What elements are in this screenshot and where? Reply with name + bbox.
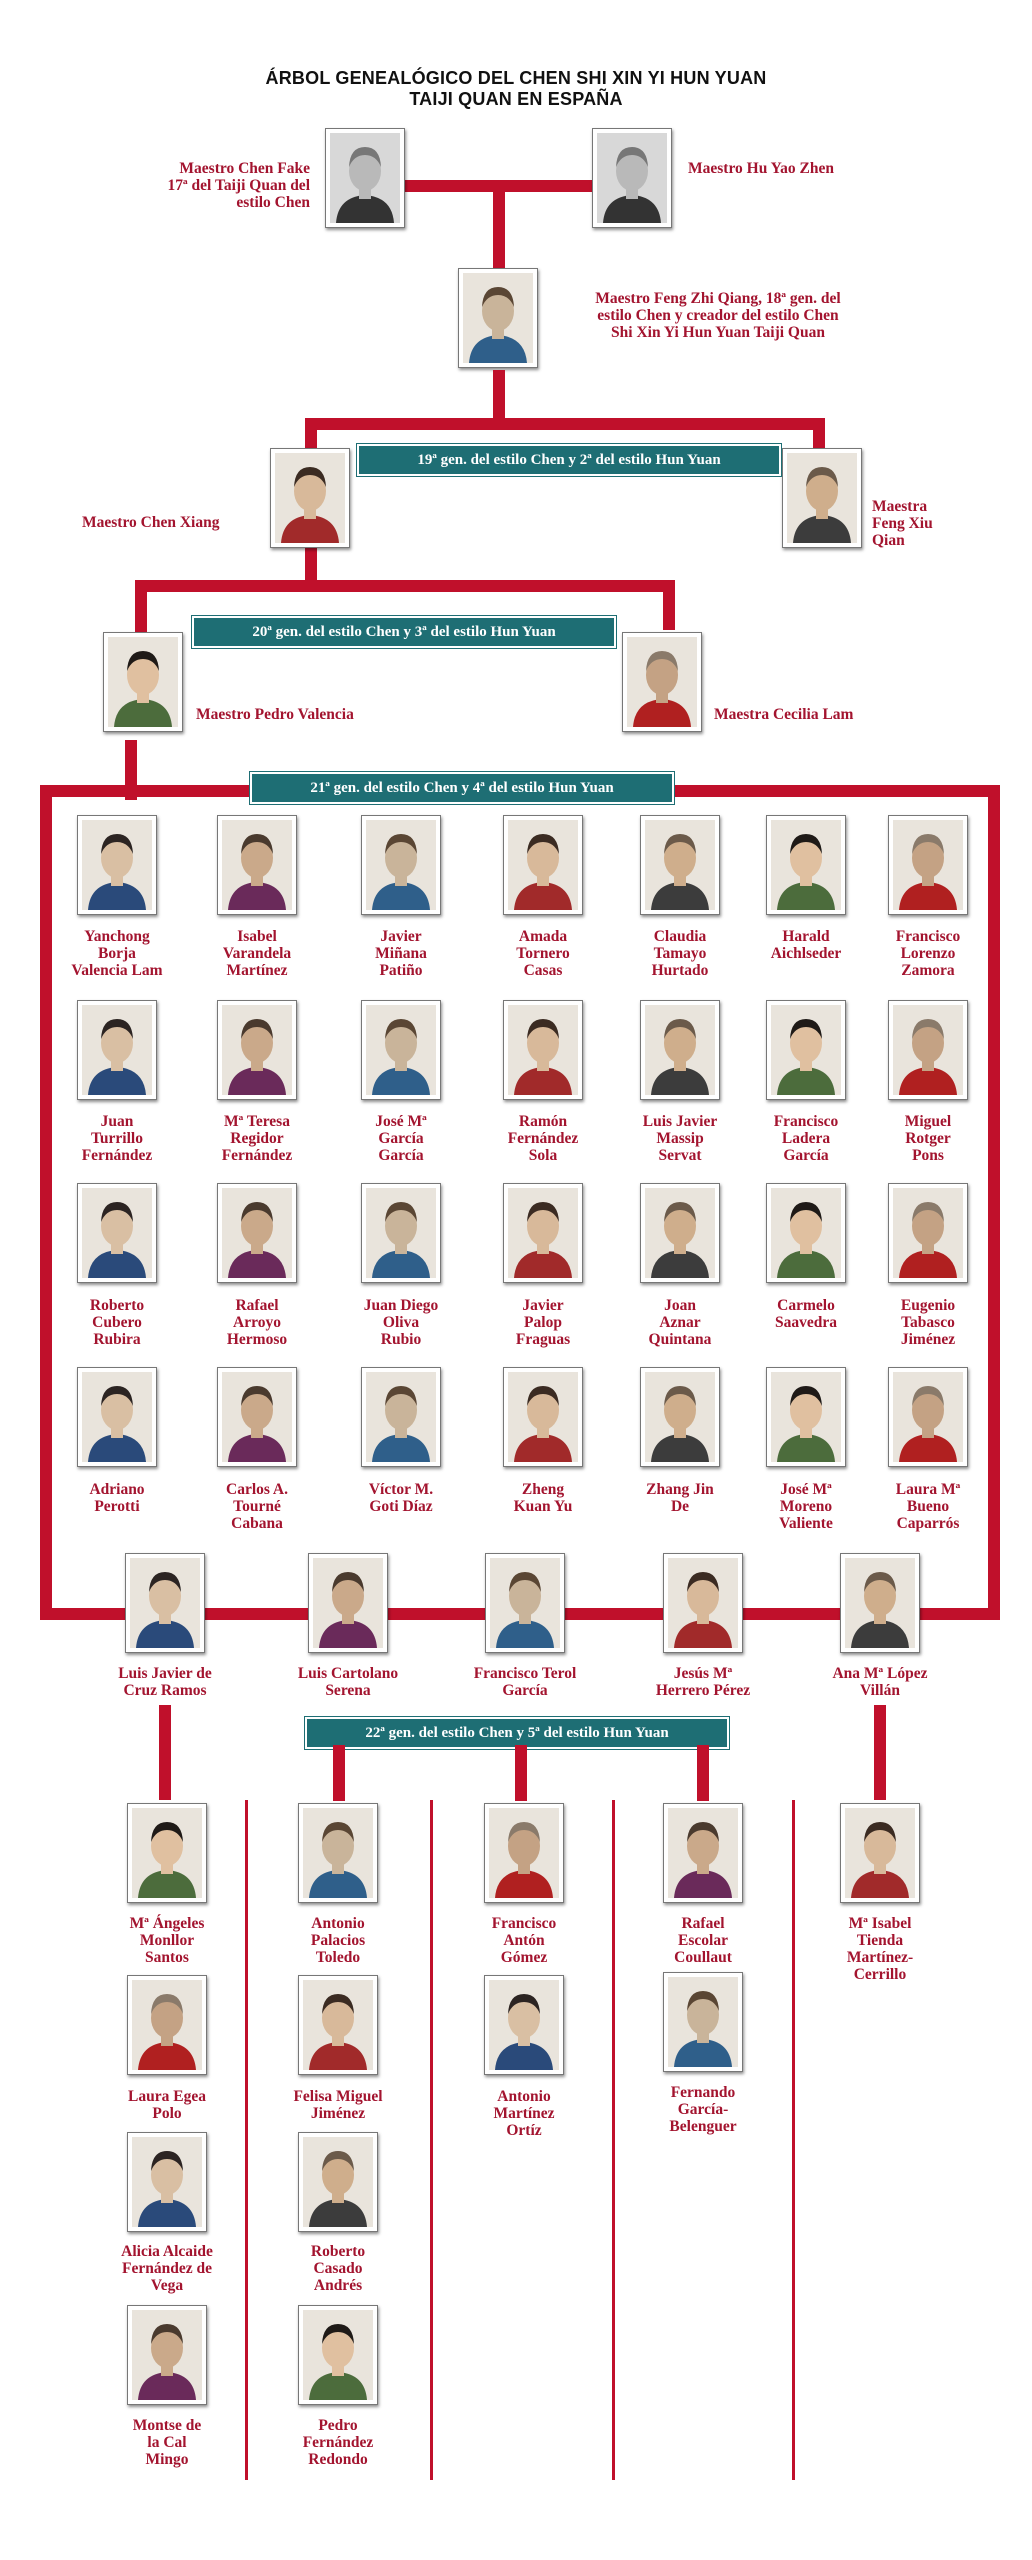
gen21-student-name: Carmelo Saavedra bbox=[775, 1297, 837, 1331]
portrait-image bbox=[303, 2137, 373, 2227]
portrait-gen21-student bbox=[77, 815, 157, 915]
portrait-gen21-student bbox=[361, 1000, 441, 1100]
portrait-image bbox=[313, 1558, 383, 1648]
portrait-gen21-student bbox=[766, 1183, 846, 1283]
portrait-gen21-student bbox=[361, 1183, 441, 1283]
portrait-chen-xiang bbox=[270, 448, 350, 548]
gen22-student-name: Laura Egea Polo bbox=[128, 2088, 206, 2122]
portrait-image bbox=[893, 1005, 963, 1095]
portrait-gen21-student bbox=[361, 1367, 441, 1467]
connector-to-feng-zhi-qiang bbox=[493, 180, 505, 280]
portrait-gen21-student bbox=[766, 1000, 846, 1100]
gen22-student-name: Mª Isabel Tienda Martínez- Cerrillo bbox=[846, 1915, 914, 1983]
portrait-gen21-student bbox=[766, 815, 846, 915]
portrait-feng-xiu-qian bbox=[782, 448, 862, 548]
name-feng-zhi-qiang: Maestro Feng Zhi Qiang, 18ª gen. del estilo Chen y creador del estilo Chen Shi Xin Yi Hun Yuan Taiji Quan bbox=[595, 290, 841, 341]
gen22-student-name: Montse de la Cal Mingo bbox=[132, 2417, 202, 2468]
gen22-student-name: Felisa Miguel Jiménez bbox=[293, 2088, 383, 2122]
gen21-student-name: Isabel Varandela Martínez bbox=[222, 928, 292, 979]
connector-teacher-to-students bbox=[697, 1745, 709, 1801]
portrait-gen22-student bbox=[127, 1803, 207, 1903]
portrait-image bbox=[508, 1005, 578, 1095]
tree-title-line2: TAIJI QUAN EN ESPAÑA bbox=[409, 89, 623, 109]
portrait-image bbox=[893, 820, 963, 910]
portrait-gen21-student bbox=[217, 1183, 297, 1283]
portrait-gen22-student bbox=[298, 2132, 378, 2232]
gen21-student-name: Luis Javier Massip Servat bbox=[642, 1113, 718, 1164]
portrait-image bbox=[130, 1558, 200, 1648]
portrait-image bbox=[489, 1980, 559, 2070]
portrait-gen21-student bbox=[640, 1183, 720, 1283]
portrait-gen22-student bbox=[127, 2132, 207, 2232]
gen21-band: 21ª gen. del estilo Chen y 4ª del estilo Hun Yuan bbox=[250, 772, 674, 804]
portrait-gen21-student bbox=[888, 1183, 968, 1283]
portrait-image bbox=[366, 820, 436, 910]
connector-gen19-left bbox=[305, 418, 317, 448]
portrait-gen21-student bbox=[503, 1000, 583, 1100]
gen22-student-name: Rafael Escolar Coullaut bbox=[674, 1915, 732, 1966]
portrait-image bbox=[82, 820, 152, 910]
portrait-image bbox=[845, 1808, 915, 1898]
portrait-image bbox=[303, 2310, 373, 2400]
portrait-image bbox=[771, 1372, 841, 1462]
portrait-gen21-student bbox=[361, 815, 441, 915]
portrait-gen22-student bbox=[298, 2305, 378, 2405]
connector-gen20-bar bbox=[135, 580, 675, 592]
gen21-student-name: Rafael Arroyo Hermoso bbox=[226, 1297, 288, 1348]
portrait-gen22-student bbox=[127, 2305, 207, 2405]
portrait-gen22-student bbox=[484, 1975, 564, 2075]
name-hu-yao-zhen: Maestro Hu Yao Zhen bbox=[688, 160, 834, 177]
gen21-student-name: Claudia Tamayo Hurtado bbox=[651, 928, 709, 979]
portrait-image bbox=[82, 1005, 152, 1095]
name-cecilia-lam: Maestra Cecilia Lam bbox=[714, 706, 854, 723]
portrait-image bbox=[132, 1808, 202, 1898]
gen22-student-name: Francisco Antón Gómez bbox=[491, 1915, 557, 1966]
gen22-student-name: Roberto Casado Andrés bbox=[310, 2243, 366, 2294]
portrait-image bbox=[845, 1558, 915, 1648]
portrait-image bbox=[222, 1372, 292, 1462]
portrait-gen21-student bbox=[640, 1000, 720, 1100]
portrait-image bbox=[108, 637, 178, 727]
gen22-student-name: Fernando García- Belenguer bbox=[669, 2084, 737, 2135]
portrait-image bbox=[222, 1188, 292, 1278]
portrait-gen21-student bbox=[217, 1000, 297, 1100]
portrait-image bbox=[82, 1372, 152, 1462]
portrait-gen21-teacher bbox=[308, 1553, 388, 1653]
portrait-feng-zhi-qiang bbox=[458, 268, 538, 368]
connector-teacher-to-students bbox=[874, 1705, 886, 1800]
portrait-image bbox=[771, 1005, 841, 1095]
gen21-student-name: Víctor M. Goti Díaz bbox=[368, 1481, 434, 1515]
gen22-student-name: Antonio Martínez Ortíz bbox=[493, 2088, 555, 2139]
gen21-student-name: Juan Diego Oliva Rubio bbox=[363, 1297, 439, 1348]
portrait-gen21-teacher bbox=[663, 1553, 743, 1653]
portrait-image bbox=[275, 453, 345, 543]
portrait-image bbox=[645, 1188, 715, 1278]
portrait-image bbox=[132, 2310, 202, 2400]
portrait-image bbox=[132, 2137, 202, 2227]
portrait-gen21-student bbox=[503, 1367, 583, 1467]
portrait-gen22-student bbox=[298, 1803, 378, 1903]
portrait-gen21-student bbox=[888, 1367, 968, 1467]
portrait-gen22-student bbox=[840, 1803, 920, 1903]
portrait-chen-fake bbox=[325, 128, 405, 228]
portrait-image bbox=[597, 133, 667, 223]
portrait-image bbox=[645, 820, 715, 910]
portrait-image bbox=[668, 1808, 738, 1898]
portrait-image bbox=[787, 453, 857, 543]
portrait-gen21-student bbox=[77, 1000, 157, 1100]
gen21-student-name: Javier Palop Fraguas bbox=[515, 1297, 571, 1348]
gen21-teacher-name: Ana Mª López Villán bbox=[832, 1665, 928, 1699]
portrait-gen21-student bbox=[640, 1367, 720, 1467]
portrait-image bbox=[222, 1005, 292, 1095]
portrait-gen22-student bbox=[298, 1975, 378, 2075]
portrait-image bbox=[508, 1188, 578, 1278]
portrait-gen21-student bbox=[217, 815, 297, 915]
gen22-student-name: Pedro Fernández Redondo bbox=[302, 2417, 374, 2468]
gen22-student-name: Mª Ángeles Monllor Santos bbox=[129, 1915, 205, 1966]
gen21-student-name: José Mª Moreno Valiente bbox=[779, 1481, 833, 1532]
gen21-student-name: José Mª García García bbox=[375, 1113, 427, 1164]
portrait-gen21-student bbox=[503, 1183, 583, 1283]
portrait-gen21-student bbox=[217, 1367, 297, 1467]
portrait-image bbox=[463, 273, 533, 363]
portrait-hu-yao-zhen bbox=[592, 128, 672, 228]
column-divider bbox=[792, 1800, 795, 2480]
portrait-image bbox=[771, 820, 841, 910]
gen22-student-name: Antonio Palacios Toledo bbox=[310, 1915, 366, 1966]
gen19-band: 19ª gen. del estilo Chen y 2ª del estilo Hun Yuan bbox=[357, 444, 781, 476]
column-divider bbox=[612, 1800, 615, 2480]
portrait-gen21-teacher bbox=[125, 1553, 205, 1653]
gen21-student-name: Javier Miñana Patiño bbox=[375, 928, 427, 979]
gen21-student-name: Amada Tornero Casas bbox=[516, 928, 570, 979]
portrait-image bbox=[627, 637, 697, 727]
portrait-gen21-teacher bbox=[840, 1553, 920, 1653]
column-divider bbox=[430, 1800, 433, 2480]
gen21-student-name: Adriano Perotti bbox=[89, 1481, 145, 1515]
portrait-cecilia-lam bbox=[622, 632, 702, 732]
gen21-student-name: Zheng Kuan Yu bbox=[513, 1481, 573, 1515]
gen22-student-name: Alicia Alcaide Fernández de Vega bbox=[121, 2243, 213, 2294]
portrait-gen21-student bbox=[77, 1183, 157, 1283]
name-chen-fake: Maestro Chen Fake 17ª del Taiji Quan del estilo Chen bbox=[167, 160, 310, 211]
gen21-student-name: Juan Turrillo Fernández bbox=[81, 1113, 153, 1164]
portrait-image bbox=[508, 1372, 578, 1462]
gen21-student-name: Mª Teresa Regidor Fernández bbox=[221, 1113, 293, 1164]
portrait-image bbox=[82, 1188, 152, 1278]
portrait-gen21-teacher bbox=[485, 1553, 565, 1653]
portrait-gen22-student bbox=[127, 1975, 207, 2075]
portrait-gen21-student bbox=[888, 1000, 968, 1100]
portrait-gen21-student bbox=[766, 1367, 846, 1467]
portrait-gen21-student bbox=[503, 815, 583, 915]
portrait-pedro-valencia bbox=[103, 632, 183, 732]
portrait-gen21-student bbox=[77, 1367, 157, 1467]
portrait-image bbox=[366, 1188, 436, 1278]
gen21-student-name: Miguel Rotger Pons bbox=[904, 1113, 952, 1164]
portrait-image bbox=[330, 133, 400, 223]
gen21-student-name: Yanchong Borja Valencia Lam bbox=[71, 928, 163, 979]
portrait-image bbox=[771, 1188, 841, 1278]
connector-gen20-right bbox=[663, 580, 675, 630]
gen21-student-name: Francisco Ladera García bbox=[773, 1113, 839, 1164]
portrait-image bbox=[893, 1372, 963, 1462]
portrait-image bbox=[222, 820, 292, 910]
connector-teacher-to-students bbox=[333, 1745, 345, 1801]
gen21-student-name: Ramón Fernández Sola bbox=[507, 1113, 579, 1164]
portrait-gen21-student bbox=[888, 815, 968, 915]
connector-teacher-to-students bbox=[515, 1745, 527, 1801]
gen22-band: 22ª gen. del estilo Chen y 5ª del estilo Hun Yuan bbox=[305, 1717, 729, 1749]
name-feng-xiu-qian: Maestra Feng Xiu Qian bbox=[872, 498, 933, 549]
portrait-image bbox=[490, 1558, 560, 1648]
portrait-image bbox=[303, 1980, 373, 2070]
portrait-image bbox=[893, 1188, 963, 1278]
portrait-image bbox=[366, 1005, 436, 1095]
portrait-gen22-student bbox=[663, 1803, 743, 1903]
column-divider bbox=[245, 1800, 248, 2480]
gen21-student-name: Francisco Lorenzo Zamora bbox=[895, 928, 961, 979]
portrait-image bbox=[508, 820, 578, 910]
portrait-image bbox=[132, 1980, 202, 2070]
connector-teacher-to-students bbox=[159, 1705, 171, 1800]
portrait-image bbox=[645, 1005, 715, 1095]
gen21-student-name: Carlos A. Tourné Cabana bbox=[226, 1481, 288, 1532]
portrait-gen21-student bbox=[640, 815, 720, 915]
portrait-image bbox=[366, 1372, 436, 1462]
gen21-teacher-name: Luis Cartolano Serena bbox=[297, 1665, 399, 1699]
connector-gen19-bar bbox=[305, 418, 825, 430]
gen21-student-name: Laura Mª Bueno Caparrós bbox=[895, 1481, 961, 1532]
gen20-band: 20ª gen. del estilo Chen y 3ª del estilo Hun Yuan bbox=[192, 616, 616, 648]
portrait-gen22-student bbox=[484, 1803, 564, 1903]
connector-gen20-left bbox=[135, 580, 147, 632]
name-pedro-valencia: Maestro Pedro Valencia bbox=[196, 706, 354, 723]
gen21-student-name: Roberto Cubero Rubira bbox=[89, 1297, 145, 1348]
connector-gen19-right bbox=[813, 418, 825, 448]
name-chen-xiang: Maestro Chen Xiang bbox=[82, 514, 220, 531]
gen21-student-name: Zhang Jin De bbox=[646, 1481, 714, 1515]
portrait-image bbox=[668, 1558, 738, 1648]
gen21-student-name: Eugenio Tabasco Jiménez bbox=[900, 1297, 956, 1348]
gen21-teacher-name: Luis Javier de Cruz Ramos bbox=[118, 1665, 212, 1699]
tree-title-line1: ÁRBOL GENEALÓGICO DEL CHEN SHI XIN YI HUN YUAN bbox=[265, 68, 767, 88]
portrait-image bbox=[303, 1808, 373, 1898]
gen21-student-name: Joan Aznar Quintana bbox=[648, 1297, 712, 1348]
connector-chen-fake-hu-yao-zhen bbox=[405, 180, 605, 192]
gen21-teacher-name: Jesús Mª Herrero Pérez bbox=[655, 1665, 751, 1699]
portrait-gen22-student bbox=[663, 1972, 743, 2072]
portrait-image bbox=[489, 1808, 559, 1898]
portrait-image bbox=[645, 1372, 715, 1462]
portrait-image bbox=[668, 1977, 738, 2067]
gen21-teacher-name: Francisco Terol García bbox=[473, 1665, 577, 1699]
gen21-student-name: Harald Aichlseder bbox=[770, 928, 842, 962]
